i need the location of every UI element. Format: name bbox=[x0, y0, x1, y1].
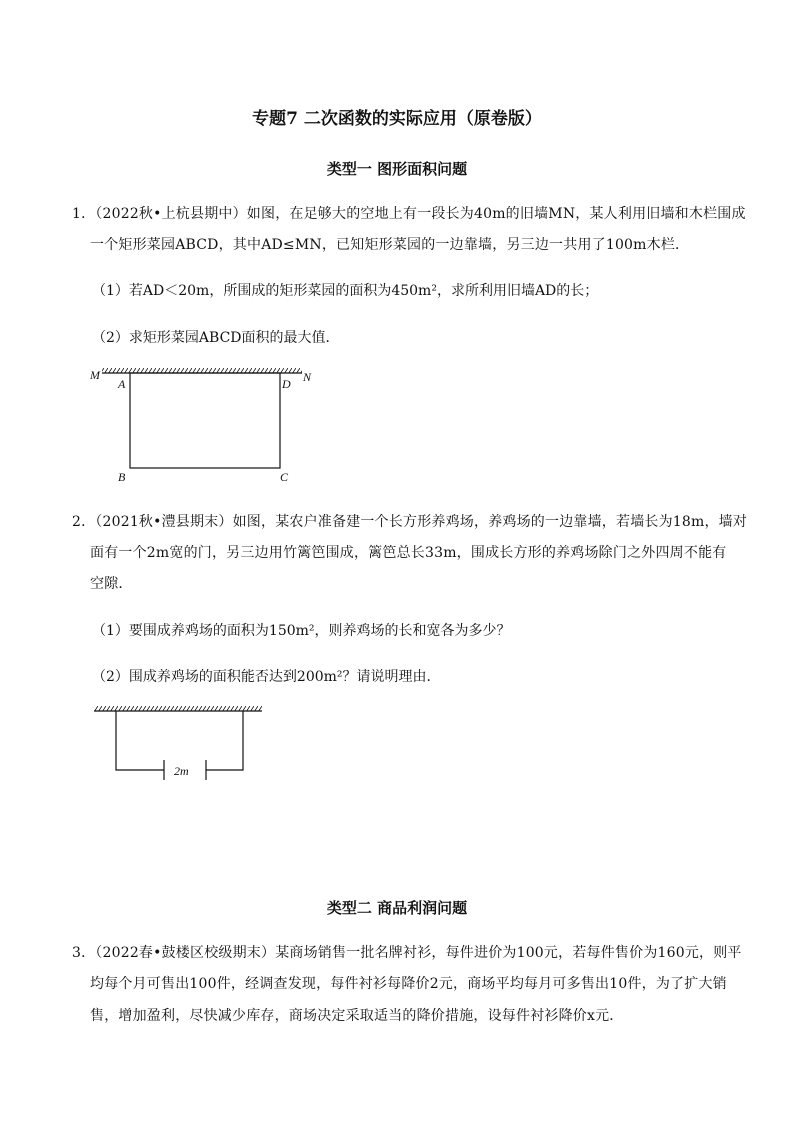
q1-subquestion-2: （2）求矩形菜园ABCD面积的最大值． bbox=[92, 330, 340, 346]
wall-hatch bbox=[94, 706, 262, 711]
label-a: A bbox=[118, 377, 126, 391]
label-b: B bbox=[118, 470, 126, 484]
section-heading-1: 类型一 图形面积问题 bbox=[326, 160, 468, 178]
q3-line-1: 3．（2022春•鼓楼区校级期末）某商场销售一批名牌衬衫，每件进价为100元，若每件售价为160元，则平 bbox=[72, 945, 742, 961]
label-m: M bbox=[90, 368, 100, 382]
label-n: N bbox=[303, 370, 312, 384]
q1-line-2: 一个矩形菜园ABCD，其中AD≤MN，已知矩形菜园的一边靠墙，另三边一共用了100m木栏． bbox=[90, 237, 690, 253]
q2-chicken-farm-figure bbox=[90, 700, 270, 790]
q2-line-3: 空隙． bbox=[90, 576, 133, 592]
q1-subquestion-1: （1）若AD＜20m，所围成的矩形菜园的面积为450m²，求所利用旧墙AD的长； bbox=[92, 283, 599, 299]
q3-line-3: 售，增加盈利，尽快减少库存，商场决定采取适当的降价措施，设每件衬衫降价x元． bbox=[90, 1008, 624, 1024]
door-width-label: 2m bbox=[174, 764, 189, 778]
section-heading-2: 类型二 商品利润问题 bbox=[326, 899, 468, 917]
q2-line-2: 面有一个2m宽的门，另三边用竹篱笆围成，篱笆总长33m，围成长方形的养鸡场除门之外四周不能有 bbox=[90, 545, 727, 561]
rectangle-abcd bbox=[130, 373, 280, 468]
fence-left bbox=[116, 711, 164, 770]
q2-line-1: 2．（2021秋•澧县期末）如图，某农户准备建一个长方形养鸡场，养鸡场的一边靠墙，若墙长为18m，墙对 bbox=[72, 514, 748, 530]
q2-subquestion-1: （1）要围成养鸡场的面积为150m²，则养鸡场的长和宽各为多少？ bbox=[92, 623, 511, 639]
q1-rectangle-figure bbox=[84, 362, 324, 492]
page-title: 专题7 二次函数的实际应用（原卷版） bbox=[252, 109, 542, 129]
fence-right bbox=[206, 711, 243, 770]
q1-line-1: 1．（2022秋•上杭县期中）如图，在足够大的空地上有一段长为40m的旧墙MN，某人利用旧墙和木栏围成 bbox=[72, 206, 746, 222]
q2-subquestion-2: （2）围成养鸡场的面积能否达到200m²？请说明理由． bbox=[92, 669, 441, 685]
label-c: C bbox=[280, 470, 289, 484]
q3-line-2: 均每个月可售出100件，经调查发现，每件衬衫每降价2元，商场平均每月可多售出10件，为了扩大销 bbox=[90, 976, 727, 992]
old-wall-hatch bbox=[102, 368, 302, 373]
label-d: D bbox=[282, 377, 291, 391]
